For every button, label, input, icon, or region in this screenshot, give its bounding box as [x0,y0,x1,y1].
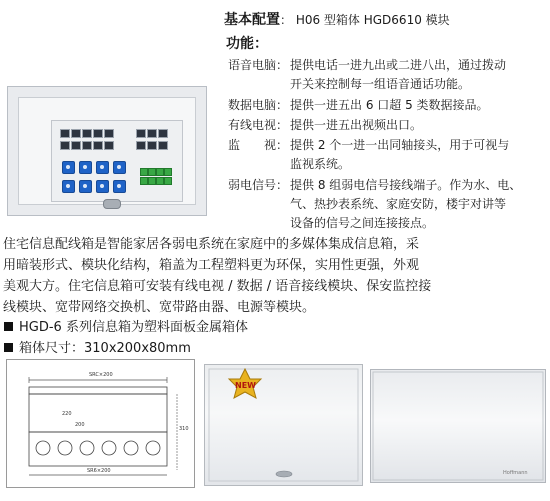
description-line: 住宅信息配线箱是智能家居各弱电系统在家庭中的多媒体集成信息箱，采 [3,237,420,252]
dimension-label: SR6×200 [87,468,111,474]
function-label: 有线电视： [228,118,289,132]
brand-text: Hoffmann [503,470,528,476]
coax-jack-icon [79,180,92,193]
rj45-port-icon [158,129,168,138]
product-photo-closed-badge [204,364,363,486]
rj45-port-icon [71,129,81,138]
rj45-port-icon [147,141,157,150]
function-label: 弱电信号： [228,178,289,192]
product-photo-open-box [7,86,207,216]
description-line: 用暗装形式、模块化结构，箱盖为工程塑料更为环保，实用性更强，外观 [3,258,420,273]
technical-drawing [6,359,195,488]
module-panel [51,120,183,202]
terminal-block-icon [148,168,156,176]
coax-jack-icon [96,180,109,193]
dimension-label: 220 [62,411,72,417]
function-text: 提供 2 个一进一出同轴接头，用于可视与 [290,138,510,152]
bullet-text: HGD-6 系列信息箱为塑料面板金属箱体 [19,320,248,335]
function-text: 提供电话一进九出或二进八出，通过拨动 [290,58,507,72]
rj45-port-icon [93,129,103,138]
coax-jack-icon [113,161,126,174]
rj45-port-icon [82,141,92,150]
rj45-port-icon [82,129,92,138]
spec-heading [224,9,450,29]
coax-jack-icon [62,180,75,193]
rj45-port-icon [104,141,114,150]
terminal-block-icon [140,168,148,176]
product-photo-closed [370,369,546,483]
bullet-item [4,316,248,335]
function-text: 气、热抄表系统、家庭安防，楼宇对讲等 [290,197,507,211]
terminal-block-icon [148,177,156,185]
function-text: 提供 8 组弱电信号接线端子。作为水、电、 [290,178,522,192]
badge-text: NEW [235,381,256,390]
terminal-block-icon [164,168,172,176]
rj45-port-icon [147,129,157,138]
lock-icon [103,199,121,209]
new-badge-icon [229,369,261,398]
description-line: 美观大方。住宅信息箱可安装有线电视 / 数据 / 语音接线模块、保安监控接 [3,279,432,294]
function-text: 提供一进五出视频出口。 [290,118,423,132]
rj45-port-icon [104,129,114,138]
rj45-port-icon [136,129,146,138]
rj45-port-icon [71,141,81,150]
square-bullet-icon [4,343,13,352]
dimension-label: 310 [179,426,189,432]
coax-jack-icon [79,161,92,174]
rj45-port-icon [136,141,146,150]
function-text: 设备的信号之间连接接点。 [290,216,435,230]
bullet-text: 箱体尺寸：310x200x80mm [19,341,191,356]
terminal-block-icon [156,177,164,185]
dimension-label: 200 [75,422,85,428]
function-text: 开关来控制每一组语音通话功能。 [290,77,471,91]
lock-icon [276,471,292,477]
box-frame [18,97,196,205]
terminal-block-icon [140,177,148,185]
bullet-item [4,337,191,356]
dimension-label: SRC×200 [89,372,113,378]
function-text: 监视系统。 [290,157,351,171]
spec-label: 基本配置 [224,12,280,28]
function-label: 数据电脑： [228,98,289,112]
square-bullet-icon [4,322,13,331]
coax-jack-icon [62,161,75,174]
rj45-port-icon [158,141,168,150]
drawing-svg [7,360,194,487]
description-line: 线模块、宽带网络交换机、宽带路由器、电源等模块。 [3,300,316,315]
function-label: 语音电脑： [228,58,289,72]
spec-value: ： H06 型箱体 HGD6610 模块 [280,13,450,27]
rj45-port-icon [60,141,70,150]
function-title: 功能： [226,36,268,52]
terminal-block-icon [164,177,172,185]
rj45-port-icon [93,141,103,150]
coax-jack-icon [113,180,126,193]
terminal-block-icon [156,168,164,176]
coax-jack-icon [96,161,109,174]
function-text: 提供一进五出 6 口超 5 类数据接品。 [290,98,489,112]
function-label: 监 视： [228,138,289,152]
closed-box-svg [371,370,545,482]
badge-svg [205,365,362,485]
rj45-port-icon [60,129,70,138]
